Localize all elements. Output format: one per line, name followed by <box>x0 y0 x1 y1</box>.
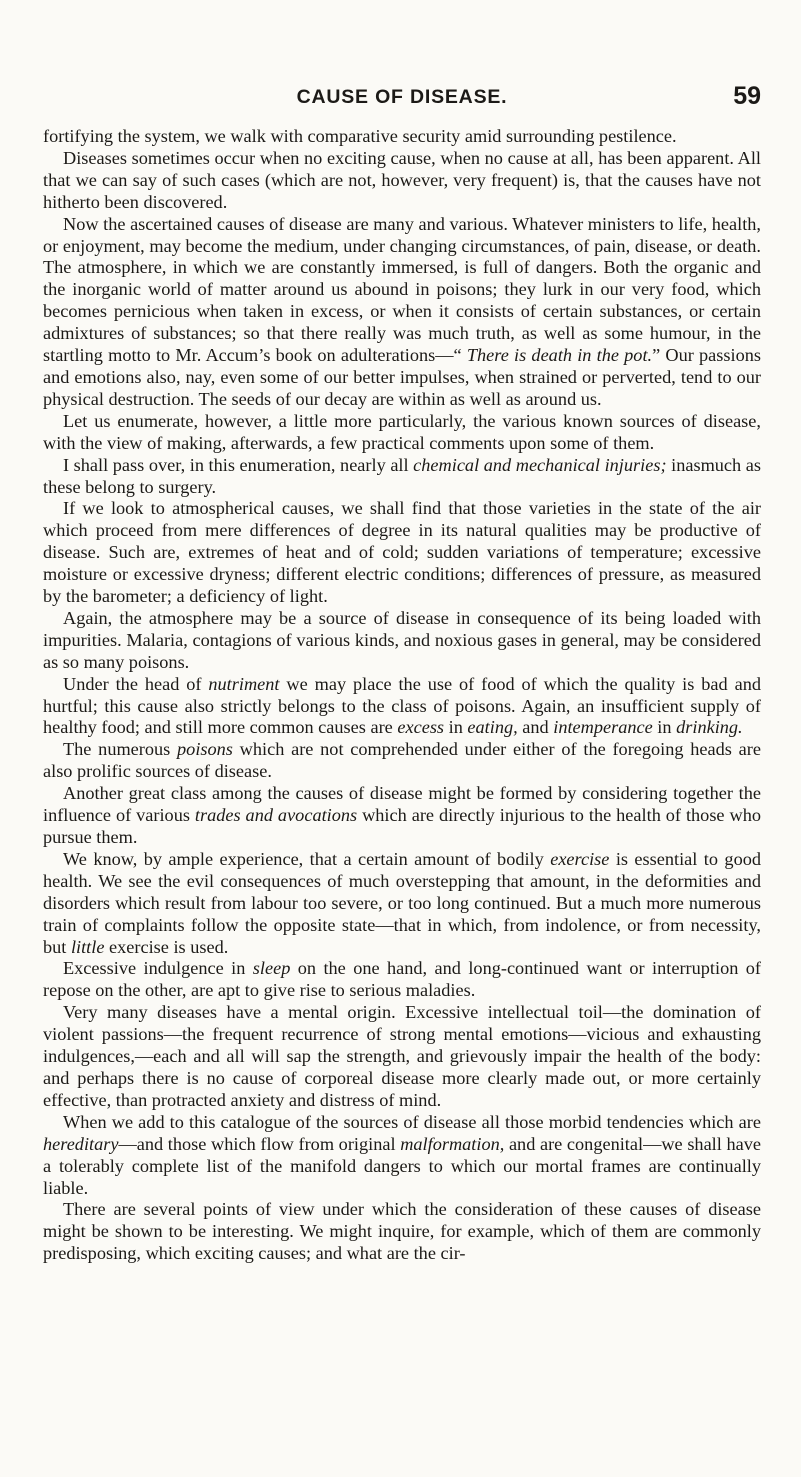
text-run: and are congenital—we shall have a tolerably complete list of the manifold dangers to which our mortal frames are continually liable. <box>43 1133 761 1198</box>
italic-text: sleep <box>252 958 291 979</box>
text-run: The numerous <box>63 739 178 760</box>
italic-text: drinking. <box>676 717 743 738</box>
paragraph <box>43 958 761 1002</box>
text-run: ” Our passions and emotions also, nay, even some of our better impulses, when strained or perverted, tend to our physical destruction. The seeds of our decay are within as well as around us. <box>43 345 761 409</box>
text-run: When we add to this catalogue of the sources of disease all those morbid tendencies which are <box>63 1111 761 1132</box>
italic-text: excess <box>397 717 445 738</box>
paragraph <box>43 1002 761 1112</box>
italic-text: intemperance <box>553 717 653 738</box>
italic-text: nutriment <box>208 673 280 694</box>
text-run: We know, by ample experience, that a certain amount of bodily <box>63 848 551 869</box>
text-run: in <box>444 717 468 738</box>
page-number: 59 <box>733 82 761 110</box>
text-run: and <box>517 717 554 738</box>
italic-text: trades and avocations <box>194 805 358 826</box>
text-run: on the one hand, and long-continued want or interruption of repose on the other, are apt to give rise to serious maladies. <box>43 958 762 1001</box>
paragraph <box>43 126 761 148</box>
paragraph <box>43 455 761 499</box>
italic-text: little <box>70 936 105 957</box>
text-run: inasmuch as these belong to surgery. <box>43 454 761 497</box>
italic-text: chemical and mechanical injuries; <box>413 454 667 475</box>
paragraph <box>43 849 761 959</box>
text-run: exercise is used. <box>104 936 229 957</box>
text-run: —and those which flow from original <box>118 1133 401 1154</box>
text-run: Diseases sometimes occur when no exciting cause, when no cause at all, has been apparent. All that we can say of such cases (which are not, however, very frequent) is, that the causes have not hitherto been discovered. <box>43 147 761 212</box>
text-run: which are directly injurious to the health of those who pursue them. <box>43 805 761 847</box>
paragraph <box>43 1112 761 1200</box>
text-run: Again, the atmosphere may be a source of disease in consequence of its being loaded with impurities. Malaria, contagions of various kinds, and noxious gases in general, may be considered as so many poisons. <box>43 607 761 672</box>
text-run: is essential to good health. We see the evil consequences of much overstepping that amount, in the deformities and disorders which result from labour too severe, or too long continued. But a much more numerous train of complaints follow the opposite state—that in which, from indolence, or from necessity, but <box>43 848 761 957</box>
body-text <box>43 126 761 1265</box>
text-run: Another great class among the causes of disease might be formed by considering together the influence of various <box>43 783 761 826</box>
italic-text: eating, <box>467 717 518 738</box>
paragraph <box>43 608 761 674</box>
text-run: Let us enumerate, however, a little more particularly, the various known sources of disease, with the view of making, afterwards, a few practical comments upon some of them. <box>43 410 761 453</box>
italic-text: malformation, <box>400 1133 505 1154</box>
paragraph <box>43 148 761 214</box>
text-run: which are not comprehended under either of the foregoing heads are also prolific sources of disease. <box>43 739 761 782</box>
paragraph <box>43 214 761 411</box>
text-run: fortifying the system, we walk with comparative security amid surrounding pestilence. <box>43 126 677 146</box>
text-run: Excessive indulgence in <box>63 958 253 979</box>
text-run: Now the ascertained causes of disease are many and various. Whatever ministers to life, health, or enjoyment, may become the medium, under changing circumstances, of pain, disease, or death. The atmosphere, in which we are constantly immersed, is full of dangers. Both the organic and the inorganic world of matter around us abound in poisons; they lurk in our very food, which becomes pernicious when taken in excess, or when it consists of certain substances, or certain admixtures of substances; so that there really was much truth, as well as some humour, in the startling motto to Mr. Accum’s book on adulterations—“ <box>43 213 761 366</box>
page-header <box>43 82 761 112</box>
text-run: If we look to atmospherical causes, we shall find that those varieties in the state of the air which proceed from mere differences of degree in its natural qualities may be productive of disease. Such are, extremes of heat and of cold; sudden variations of temperature; excessive moisture or excessive dryness; different electric conditions; differences of pressure, as measured by the barometer; a deficiency of light. <box>43 498 761 607</box>
paragraph <box>43 1199 761 1265</box>
text-run: in <box>652 717 677 738</box>
italic-text: hereditary <box>43 1133 119 1154</box>
paragraph <box>43 498 761 608</box>
paragraph <box>43 411 761 455</box>
running-head: CAUSE OF DISEASE. <box>296 86 508 108</box>
text-run: we may place the use of food of which the quality is bad and hurtful; this cause also strictly belongs to the class of poisons. Again, an insufficient supply of healthy food; and still more common causes are <box>43 673 761 738</box>
italic-text: There is death in the pot. <box>466 345 653 366</box>
italic-text: poisons <box>177 739 233 760</box>
paragraph <box>43 674 761 740</box>
text-run: There are several points of view under which the consideration of these causes of disease might be shown to be interesting. We might inquire, for example, which of them are commonly predisposing, which exciting causes; and what are the cir- <box>43 1199 761 1264</box>
paragraph <box>43 783 761 849</box>
text-run: Very many diseases have a mental origin. Excessive intellectual toil—the domination of violent passions—the frequent recurrence of strong mental emotions—vicious and exhausting indulgences,—each and all will sap the strength, and grievously impair the health of the body: and perhaps there is no cause of corporeal disease more clearly made out, or more certainly effective, than protracted anxiety and distress of mind. <box>43 1002 761 1110</box>
italic-text: exercise <box>550 848 610 869</box>
paragraph <box>43 739 761 783</box>
text-run: I shall pass over, in this enumeration, nearly all <box>63 454 414 475</box>
text-run: Under the head of <box>63 673 209 694</box>
